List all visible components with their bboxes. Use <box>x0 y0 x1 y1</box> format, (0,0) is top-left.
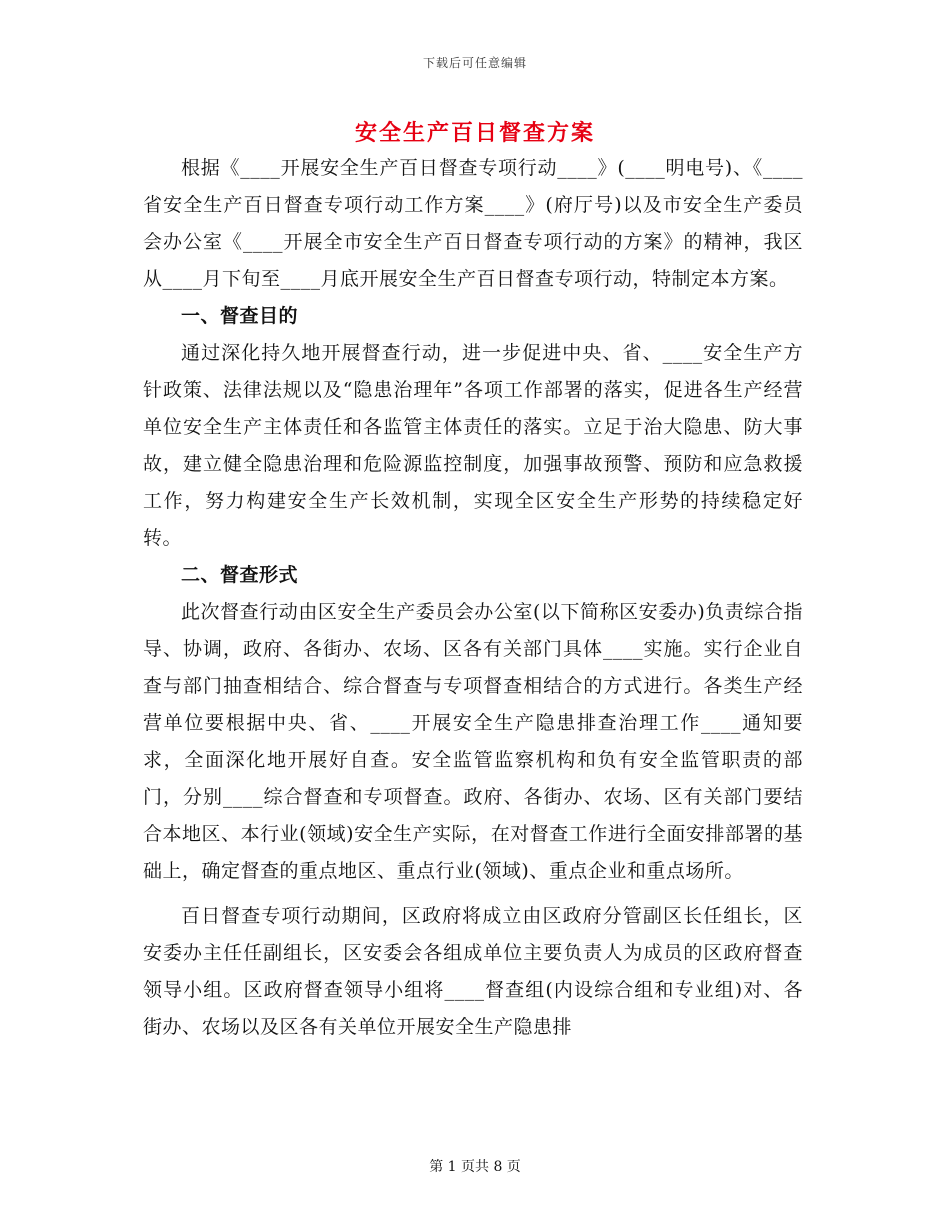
section-body-form-2: 百日督查专项行动期间，区政府将成立由区政府分管副区长任组长，区安委办主任任副组长，区安委会各组成单位主要负责人为成员的区政府督查领导小组。区政府督查领导小组将____督查组(内设综合组和专业组)对、各街办、农场以及区各有关单位开展安全生产隐患排 <box>143 905 803 1038</box>
section-body-form-1: 此次督查行动由区安全生产委员会办公室(以下简称区安委办)负责综合指导、协调，政府、各街办、农场、区各有关部门具体____实施。实行企业自查与部门抽查相结合、综合督查与专项督查相结合的方式进行。各类生产经营单位要根据中央、省、____开展安全生产隐患排查治理工作____通知要求，全面深化地开展好自查。安全监管监察机构和负有安全监管职责的部门，分别____综合督查和专项督查。政府、各街办、农场、区有关部门要结合本地区、本行业(领域)安全生产实际，在对督查工作进行全面安排部署的基础上，确定督查的重点地区、重点行业(领域)、重点企业和重点场所。 <box>143 601 803 882</box>
section-heading-form: 二、督查形式 <box>181 564 299 586</box>
document-title: 安全生产百日督查方案 <box>354 120 595 146</box>
section-heading-purpose: 一、督查目的 <box>181 305 299 327</box>
header-note: 下载后可任意编辑 <box>422 56 527 70</box>
paragraph-gap <box>143 890 803 898</box>
section-body-purpose: 通过深化持久地开展督查行动，进一步促进中央、省、____安全生产方针政策、法律法规以及“隐患治理年”各项工作部署的落实，促进各生产经营单位安全生产主体责任和各监管主体责任的落实。立足于治大隐患、防大事故，建立健全隐患治理和危险源监控制度，加强事故预警、预防和应急救援工作，努力构建安全生产长效机制，实现全区安全生产形势的持续稳定好转。 <box>143 342 803 549</box>
intro-paragraph: 根据《____开展安全生产百日督查专项行动____》(____明电号)、《____省安全生产百日督查专项行动工作方案____》(府厅号)以及市安全生产委员会办公室《____开展全市安全生产百日督查专项行动的方案》的精神，我区从____月下旬至____月底开展安全生产百日督查专项行动，特制定本方案。 <box>143 157 803 290</box>
document-body <box>143 150 803 1046</box>
page-footer: 第 1 页共 8 页 <box>429 1159 521 1175</box>
